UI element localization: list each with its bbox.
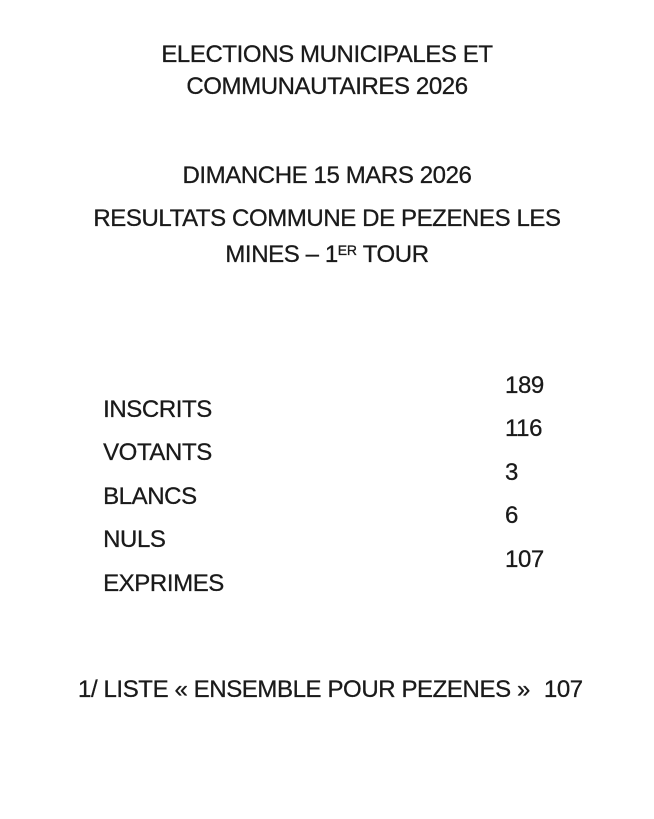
participation-value: 6: [505, 502, 518, 529]
participation-label: VOTANTS: [103, 439, 212, 466]
list-result-value: 107: [543, 676, 583, 703]
date-heading: DIMANCHE 15 MARS 2026: [182, 162, 472, 189]
participation-label: INSCRITS: [103, 396, 212, 423]
participation-row-exprimes: [78, 548, 654, 644]
document-title-line-1: ELECTIONS MUNICIPALES ET: [161, 41, 493, 68]
participation-label: NULS: [103, 526, 166, 553]
list-result-row: [78, 678, 583, 702]
participation-value: 107: [505, 546, 544, 573]
participation-value: 189: [505, 372, 544, 399]
participation-label: BLANCS: [103, 483, 197, 510]
document-title-line-2: COMMUNAUTAIRES 2026: [186, 73, 468, 100]
results-heading-line-2: [0, 243, 654, 267]
participation-label: EXPRIMES: [103, 570, 224, 597]
participation-value: 116: [505, 415, 543, 442]
participation-value: 3: [505, 459, 518, 486]
results-heading-line-1: RESULTATS COMMUNE DE PEZENES LES: [93, 205, 561, 232]
list-result-label: 1/ LISTE « ENSEMBLE POUR PEZENES »: [78, 676, 530, 703]
ordinal-superscript: ER: [337, 242, 357, 258]
results-heading-line-2-prefix: MINES – 1: [225, 241, 338, 268]
results-heading-line-2-suffix: TOUR: [356, 241, 429, 268]
